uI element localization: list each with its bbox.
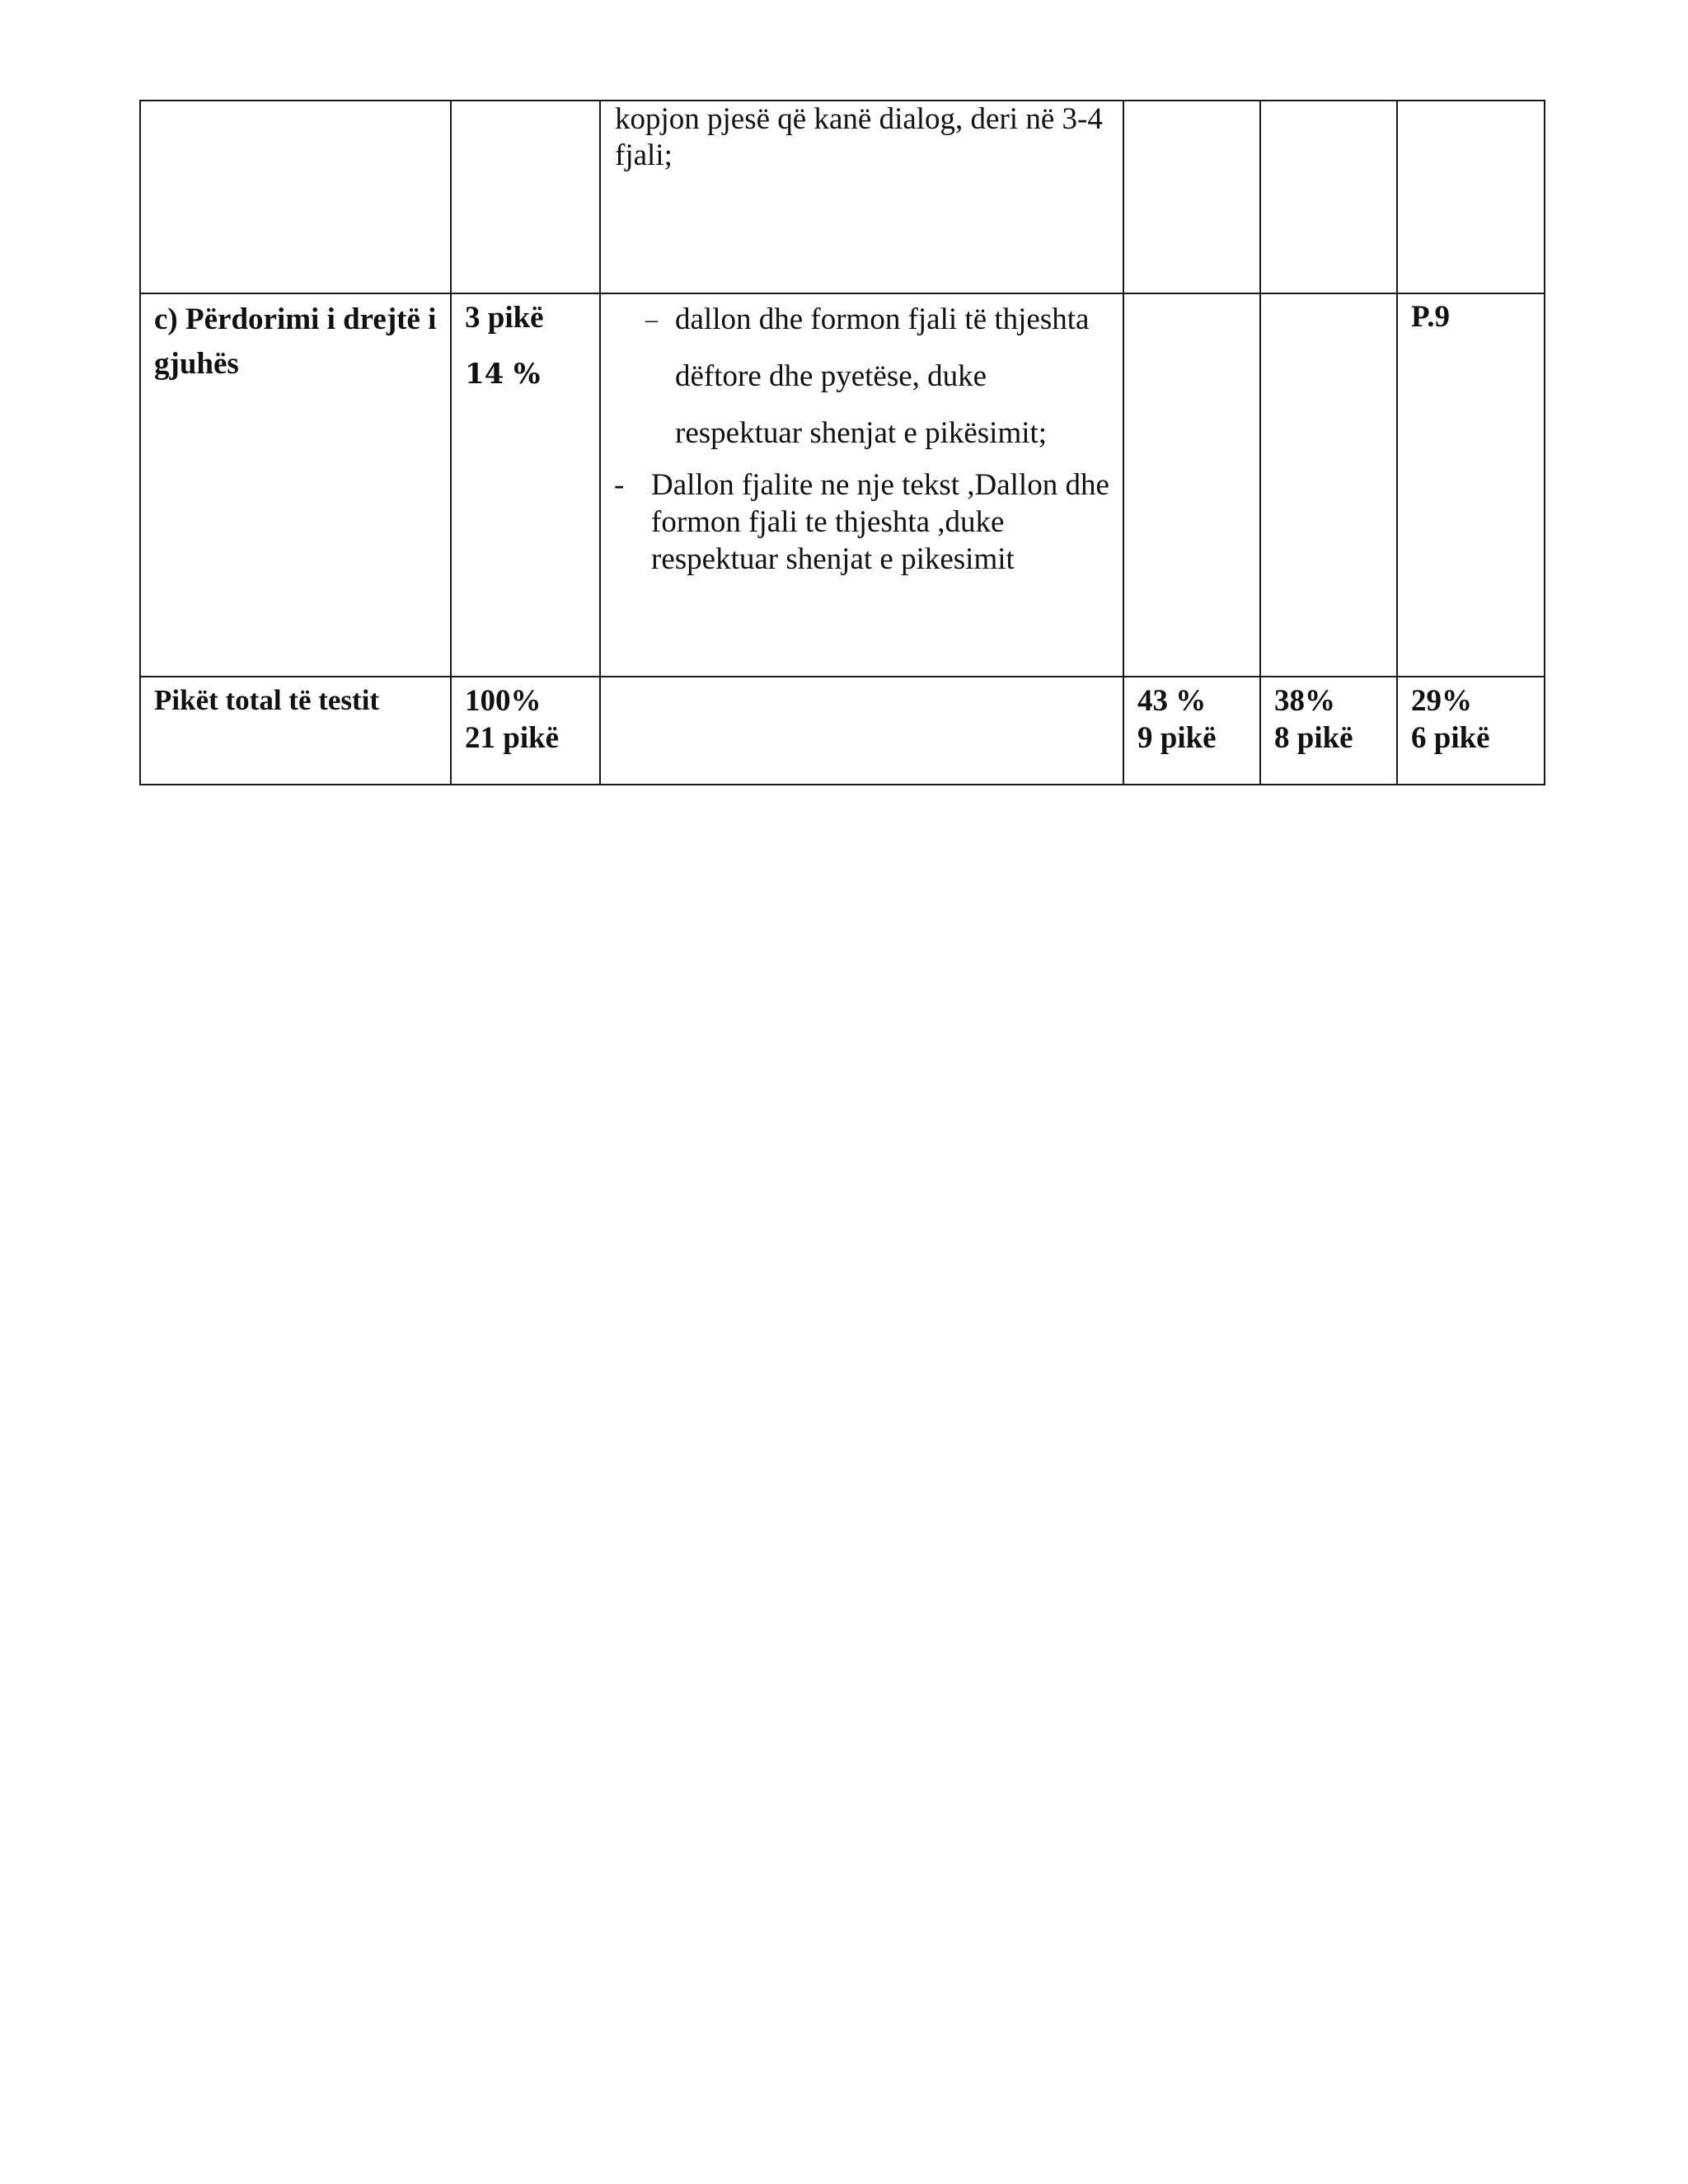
level-text: [1124, 101, 1259, 106]
description-cell: [600, 293, 1123, 677]
totals-level-cell: [1260, 677, 1397, 785]
list-item: [601, 466, 1123, 578]
totals-row: [140, 677, 1545, 785]
dash-marker: -: [614, 468, 625, 502]
level-points: 8 pikë: [1274, 721, 1353, 755]
level-points: 6 pikë: [1411, 721, 1490, 755]
percent-text: 14 %: [465, 358, 541, 391]
level-points: 9 pikë: [1137, 721, 1217, 755]
level-percent: 38%: [1274, 684, 1335, 718]
points-text: [452, 101, 599, 106]
list-item: [601, 291, 1123, 462]
level-cell: [1397, 101, 1545, 293]
level-text: [1398, 101, 1544, 106]
table-row: [140, 101, 1545, 293]
level-percent: 29%: [1411, 684, 1472, 718]
level-cell: [1123, 101, 1260, 293]
totals-points: 21 pikë: [465, 721, 560, 755]
level-text: [1261, 294, 1396, 299]
level-text: [1261, 101, 1396, 106]
area-text: [141, 101, 450, 106]
bullet-text: dallon dhe formon fjali të thjeshta dëftore dhe pyetëse, duke respektuar shenjat e pikësimit;: [675, 302, 1090, 450]
totals-percent: 100%: [465, 684, 542, 718]
level-cell: [1123, 293, 1260, 677]
table-row: [140, 293, 1545, 677]
level-text: [1124, 294, 1259, 299]
area-cell: [140, 293, 451, 677]
totals-label-cell: [140, 677, 451, 785]
totals-level-cell: [1397, 677, 1545, 785]
bullet-text: Dallon fjalite ne nje tekst ,Dallon dhe formon fjali te thjeshta ,duke respektuar shenjat e pikesimit: [651, 468, 1109, 576]
totals-points-cell: [451, 677, 600, 785]
dash-marker: –: [645, 306, 658, 333]
description-cell: [600, 101, 1123, 293]
totals-description-cell: [600, 677, 1123, 785]
description-text: kopjon pjesë që kanë dialog, deri në 3-4 fjali;: [615, 102, 1103, 172]
bullet-list: [601, 291, 1123, 578]
totals-label: Pikët total të testit: [154, 684, 380, 716]
assessment-table: [139, 100, 1545, 785]
totals-level-cell: [1123, 677, 1260, 785]
question-ref-text: P.9: [1411, 300, 1450, 334]
totals-description: [601, 677, 1123, 682]
points-text: 3 pikë: [465, 301, 544, 335]
area-text: c) Përdorimi i drejtë i gjuhës: [154, 302, 437, 381]
level-cell: [1260, 293, 1397, 677]
area-cell: [140, 101, 451, 293]
level-percent: 43 %: [1137, 684, 1207, 718]
question-ref-cell: [1397, 293, 1545, 677]
points-cell: [451, 293, 600, 677]
points-cell: [451, 101, 600, 293]
level-cell: [1260, 101, 1397, 293]
